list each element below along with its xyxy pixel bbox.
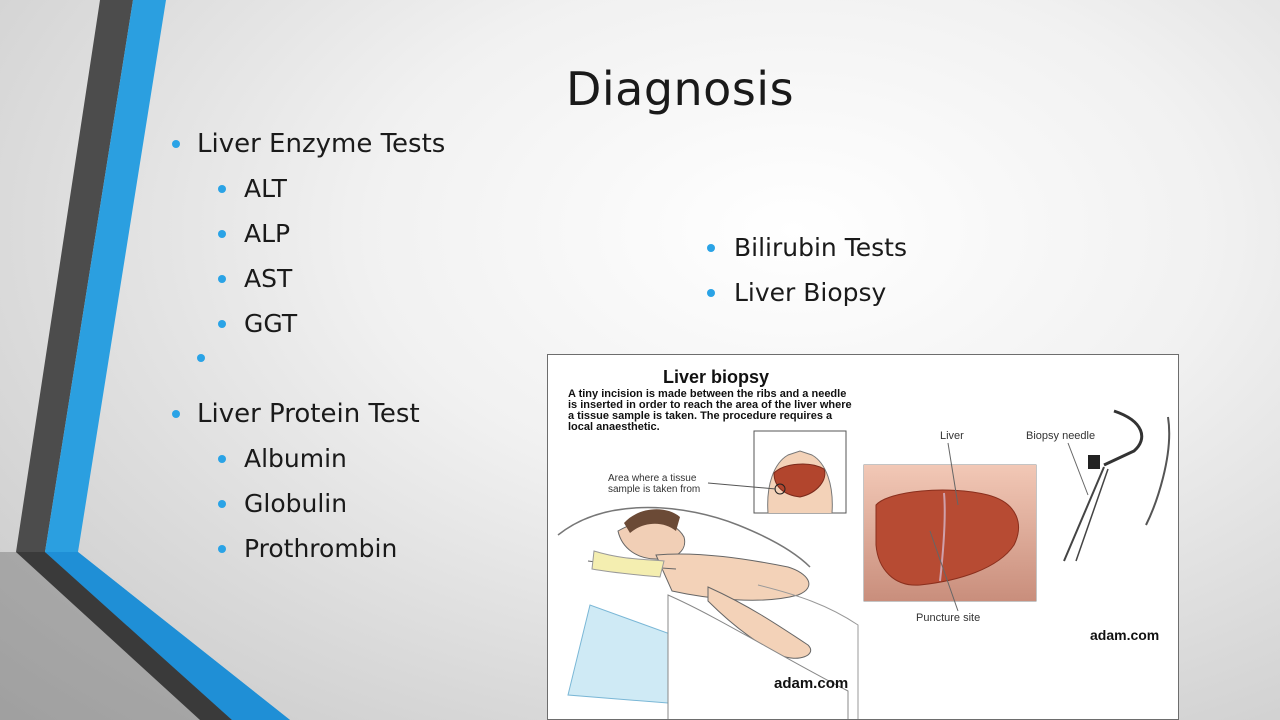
credit-adam-bottom: adam.com [774,675,849,692]
bullet-liver-biopsy: Liver Biopsy [734,278,1034,323]
label-biopsy-needle: Biopsy needle [1026,430,1096,442]
bullet-ast: AST [197,264,557,309]
bullet-ggt: GGT [197,309,557,354]
bullet-globulin: Globulin [197,489,557,534]
bullet-alp: ALP [197,219,557,264]
list-spacer [197,354,557,399]
figure-title: Liver biopsy [663,367,770,387]
bullet-liver-enzyme-tests: Liver Enzyme Tests [197,129,557,174]
bullet-alt: ALT [197,174,557,219]
left-bullet-list [197,129,557,579]
bullet-bilirubin-tests: Bilirubin Tests [734,233,1034,278]
label-tissue-area: Area where a tissue sample is taken from [608,473,701,495]
credit-adam-right: adam.com [1090,627,1160,643]
liver-biopsy-illustration [547,354,1179,720]
bullet-albumin: Albumin [197,444,557,489]
label-liver: Liver [940,430,964,442]
label-puncture-site: Puncture site [916,612,981,624]
bullet-liver-protein-test: Liver Protein Test [197,399,557,444]
slide-title: Diagnosis [565,62,795,116]
right-bullet-list [734,233,1034,323]
bullet-prothrombin: Prothrombin [197,534,557,579]
figure-caption: A tiny incision is made between the ribs and a needle is inserted in order to reach the area of the liver where a tissue sample is taken. The procedure requires a local anaesthetic. [568,388,852,433]
